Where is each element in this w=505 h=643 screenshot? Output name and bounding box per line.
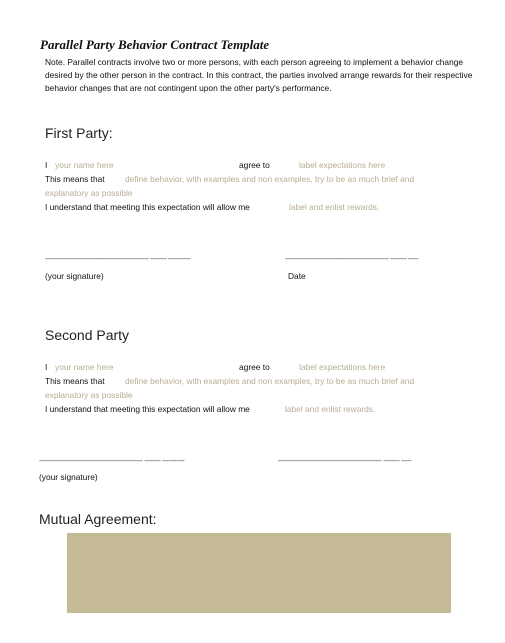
note-paragraph: Note. Parallel contracts involve two or more persons, with each person agreeing to implement a behavior change desired by the other person in the contract. In this contract, the parties involved arrange rewards for their respective behavior changes that are not contingent upon the other party's performance.	[45, 57, 473, 93]
first-party-agree-label: agree to	[239, 160, 270, 170]
second-party-reward-field[interactable]: label and enlist rewards.	[285, 404, 376, 414]
first-party-reward-field[interactable]: label and enlist rewards.	[289, 202, 380, 212]
mutual-agreement-heading: Mutual Agreement:	[39, 511, 157, 527]
first-party-date-label: Date	[288, 271, 306, 281]
second-party-agree-label: agree to	[239, 362, 270, 372]
first-party-allow-label: I understand that meeting this expectation will allow me	[45, 202, 250, 212]
first-party-define-field-cont[interactable]: explanatory as possible	[45, 188, 133, 198]
second-party-i-label: I	[45, 362, 48, 372]
second-party-define-field[interactable]: define behavior, with examples and non examples, try to be as much brief and	[125, 376, 415, 386]
second-party-expectation-field[interactable]: label expectations here	[299, 362, 386, 372]
second-party-date-line[interactable]: --------------------------------------------------- -------- -----	[278, 458, 412, 465]
first-party-signature-label: (your signature)	[45, 271, 104, 281]
first-party-heading: First Party:	[45, 125, 113, 141]
document-title: Parallel Party Behavior Contract Template	[40, 37, 270, 52]
second-party-means-label: This means that	[45, 376, 105, 386]
first-party-signature-line[interactable]: --------------------------------------------------- -------- -----------	[45, 256, 191, 263]
second-party-allow-label: I understand that meeting this expectation will allow me	[45, 404, 250, 414]
second-party-define-field-cont[interactable]: explanatory as possible	[45, 390, 133, 400]
first-party-date-line[interactable]: --------------------------------------------------- -------- -----	[285, 256, 419, 263]
first-party-define-field[interactable]: define behavior, with examples and non examples, try to be as much brief and	[125, 174, 415, 184]
first-party-i-label: I	[45, 160, 48, 170]
second-party-heading: Second Party	[45, 327, 130, 343]
mutual-agreement-box[interactable]	[67, 533, 451, 613]
second-party-name-field[interactable]: your name here	[55, 362, 114, 372]
second-party-signature-line[interactable]: --------------------------------------------------- -------- -----------	[39, 458, 185, 465]
first-party-means-label: This means that	[45, 174, 105, 184]
first-party-expectation-field[interactable]: label expectations here	[299, 160, 386, 170]
second-party-signature-label: (your signature)	[39, 472, 98, 482]
first-party-name-field[interactable]: your name here	[55, 160, 114, 170]
